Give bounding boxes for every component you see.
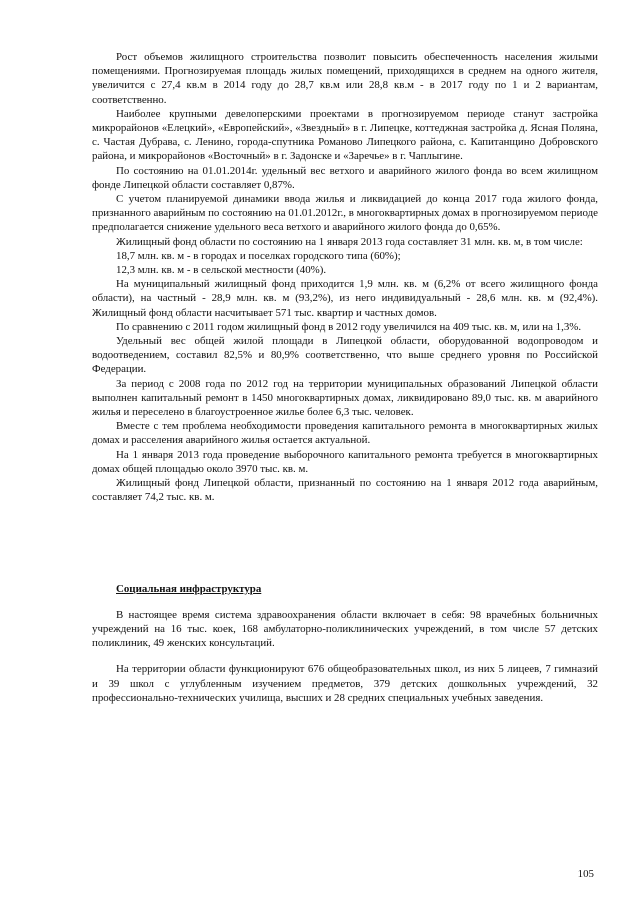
document-page	[92, 50, 598, 705]
paragraph-ownership-structure: На муниципальный жилищный фонд приходится 1,9 млн. кв. м (6,2% от всего жилищного фонда области), на частный - 28,9 млн. кв. м (93,2%), из него индивидуальный - 28,6 млн. кв. м (92,4%). Жилищный фонд области насчитывает 571 тыс. квартир и частных домов.	[92, 278, 598, 319]
page-number: 105	[577, 868, 594, 880]
paragraph-developer-projects: Наиболее крупными девелоперскими проектами в прогнозируемом периоде станут застройка микрорайонов «Елецкий», «Европейский», «Звездный» в г. Липецке, коттеджная застройка д. Ясная Поляна, с. Частая Дубрава, с. Ленино, города-спутника Романово Липецкого района, с. Капитанщино Добровского района, и микрорайонов «Восточный» в г. Задонске и «Заречье» в г. Чаплыгине.	[92, 107, 598, 163]
section-spacer	[92, 505, 598, 582]
paragraph-housing-stock-total: Жилищный фонд области по состоянию на 1 января 2013 года составляет 31 млн. кв. м, в том числе:	[116, 235, 583, 248]
paragraph-repair-problem: Вместе с тем проблема необходимости проведения капитального ремонта в многоквартирных жилых домах и расселения аварийного жилья остается актуальной.	[92, 420, 598, 447]
paragraph-stock-growth: По сравнению с 2011 годом жилищный фонд в 2012 году увеличился на 409 тыс. кв. м, или на 1,3%.	[116, 320, 582, 333]
title-spacer	[92, 596, 598, 608]
paragraph-housing-growth: Рост объемов жилищного строительства позволит повысить обеспеченность населения жилыми помещениями. Прогнозируемая площадь жилых помещений, приходящихся в среднем на одного жителя, увеличится с 27,4 кв.м в 2014 году до 28,7 кв.м или 28,8 кв.м - в 2017 году по 1 и 2 вариантам, соответственно.	[92, 51, 598, 106]
paragraph-utilities-share: Удельный вес общей жилой площади в Липецкой области, оборудованной водопроводом и водоотведением, составил 82,5% и 80,9% соответственно, что выше среднего уровня по Российской Федерации.	[92, 335, 598, 376]
paragraph-emergency-stock: Жилищный фонд Липецкой области, признанный по состоянию на 1 января 2012 года аварийным, составляет 74,2 тыс. кв. м.	[92, 477, 598, 504]
paragraph-healthcare: В настоящее время система здравоохранения области включает в себя: 98 врачебных больничных учреждений на 16 тыс. коек, 168 амбулаторно-поликлинических учреждений, в том числе 57 детских поликлиник, 49 женских консультаций.	[92, 608, 598, 650]
paragraph-dilapidated-forecast: С учетом планируемой динамики ввода жилья и ликвидацией до конца 2017 года жилого фонда, признанного аварийным по состоянию на 01.01.2012г., в многоквартирных домах в прогнозируемом периоде предполагается снижение удельного веса ветхого и аварийного жилого фонда до 0,65%.	[92, 193, 598, 234]
paragraph-capital-repair-2008-2012: За период с 2008 года по 2012 год на территории муниципальных образований Липецкой области выполнен капитальный ремонт в 1450 многоквартирных домах, ликвидировано 89,0 тыс. кв. м аварийного жилья и переселено в благоустроенное жилье более 6,3 тыс. человек.	[92, 377, 598, 419]
section-title-social-infrastructure: Социальная инфраструктура	[116, 582, 262, 595]
paragraph-urban-stock: 18,7 млн. кв. м - в городах и поселках городского типа (60%);	[116, 249, 401, 262]
paragraph-dilapidated-share-2014: По состоянию на 01.01.2014г. удельный вес ветхого и аварийного жилого фонда во всем жилищном фонде Липецкой области составляет 0,87%.	[92, 164, 598, 191]
paragraph-repair-required: На 1 января 2013 года проведение выборочного капитального ремонта требуется в многоквартирных домах общей площадью около 3970 тыс. кв. м.	[92, 448, 598, 475]
paragraph-education: На территории области функционируют 676 общеобразовательных школ, из них 5 лицеев, 7 гимназий и 39 школ с углубленным изучением предметов, 379 детских дошкольных учреждений, 32 профессионально-технических училища, высших и 28 средних специальных учебных заведения.	[92, 663, 598, 704]
paragraph-spacer	[92, 650, 598, 662]
paragraph-rural-stock: 12,3 млн. кв. м - в сельской местности (40%).	[116, 264, 327, 277]
